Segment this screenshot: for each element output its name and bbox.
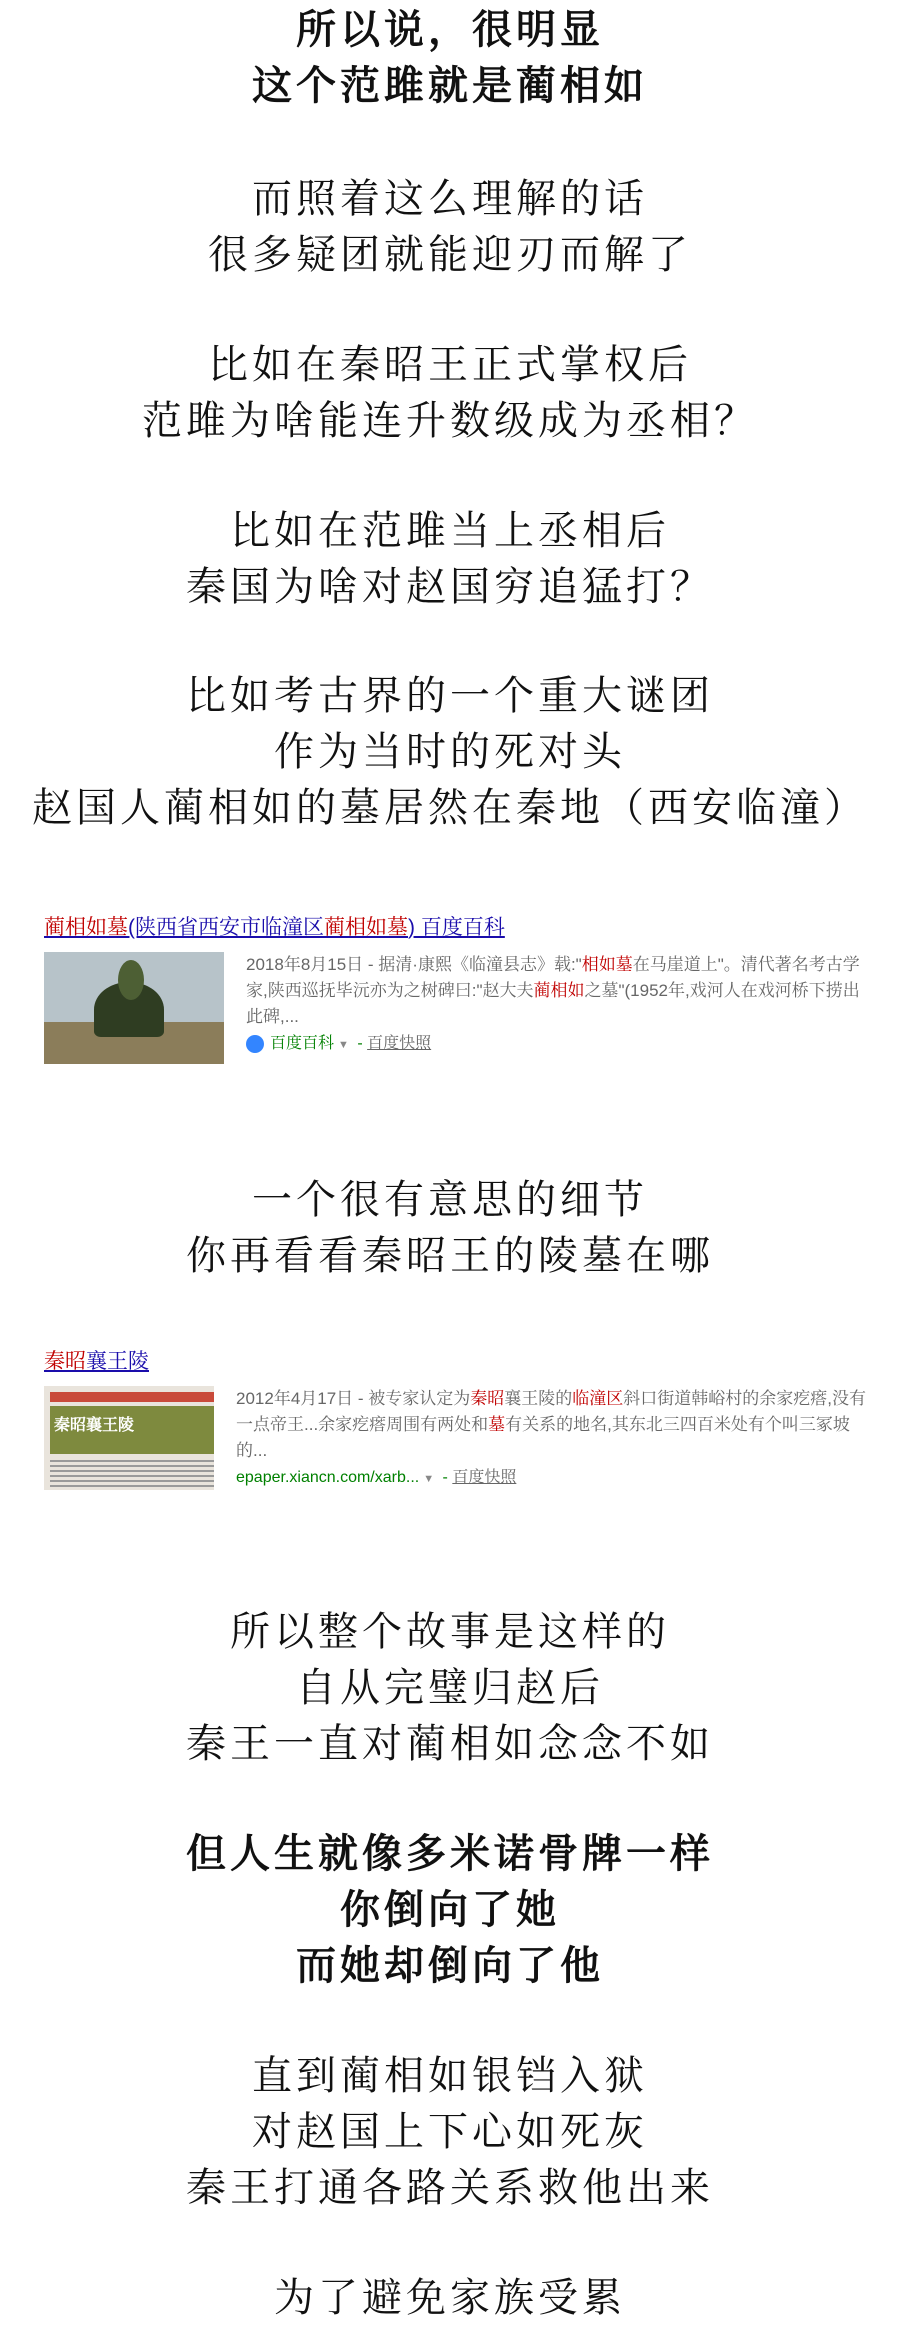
chevron-down-icon[interactable]: ▼ xyxy=(338,1039,349,1051)
text-line: 比如在秦昭王正式掌权后 xyxy=(208,342,692,388)
snippet-highlight: 临潼区 xyxy=(572,1389,624,1408)
snippet-highlight: 相如墓 xyxy=(581,955,633,974)
search-result-card-qin-king-tomb xyxy=(44,1348,874,1491)
snippet-text: 2012年4月17日 - 被专家认定为 xyxy=(236,1389,471,1408)
snapshot-link[interactable]: 百度快照 xyxy=(452,1469,517,1486)
title-text: ) 百度百科 xyxy=(408,916,505,939)
text-line: 而她却倒向了他 xyxy=(296,1942,604,1989)
text-line: 一个很有意思的细节 xyxy=(252,1177,648,1223)
text-block-8 xyxy=(0,1826,900,1994)
text-line: 直到蔺相如银铛入狱 xyxy=(252,2053,648,2099)
text-line: 对赵国上下心如死灰 xyxy=(252,2109,648,2155)
text-block-9 xyxy=(0,2048,900,2216)
title-highlight: 秦昭 xyxy=(44,1350,86,1373)
result-snippet xyxy=(236,1386,874,1464)
title-text: (陕西省西安市临潼区 xyxy=(128,916,324,939)
snippet-text: 有关系的地名,其东北三四百米处有个叫三冢坡的... xyxy=(236,1415,850,1460)
text-line: 所以整个故事是这样的 xyxy=(230,1609,670,1655)
title-text: 襄王陵 xyxy=(86,1350,149,1373)
snippet-highlight: 墓 xyxy=(488,1415,506,1434)
result-snippet xyxy=(246,952,874,1030)
text-line: 所以说，很明显 xyxy=(296,6,604,53)
text-block-10 xyxy=(0,2270,900,2326)
text-block-6 xyxy=(0,1172,900,1284)
title-highlight: 蔺相如墓 xyxy=(44,916,128,939)
text-line: 你再看看秦昭王的陵墓在哪 xyxy=(186,1233,714,1279)
text-line: 作为当时的死对头 xyxy=(274,729,626,775)
result-summary-wrap xyxy=(236,1386,874,1491)
snippet-text: 斜口街道韩峪村的余家疙瘩,没有一点帝王...余家疙瘩周围有两处和 xyxy=(236,1389,867,1434)
snippet-text: 襄王陵的 xyxy=(504,1389,573,1408)
result-summary-wrap xyxy=(246,952,874,1064)
text-block-4 xyxy=(0,503,900,615)
text-block-1 xyxy=(0,2,900,114)
text-line: 秦王一直对蔺相如念念不如 xyxy=(186,1721,714,1767)
text-line: 你倒向了她 xyxy=(340,1886,560,1933)
snippet-text: 之墓"(1952年,戏河人在戏河桥下捞出此碑,... xyxy=(246,981,860,1026)
chevron-down-icon[interactable]: ▼ xyxy=(423,1473,435,1485)
text-line: 自从完璧归赵后 xyxy=(296,1665,604,1711)
title-highlight: 蔺相如墓 xyxy=(324,916,408,939)
text-block-7 xyxy=(0,1604,900,1772)
result-body xyxy=(44,1386,874,1491)
result-source-row: epaper.xiancn.com/xarb... ▼ - 百度快照 xyxy=(236,1466,874,1491)
text-line: 秦国为啥对赵国穷追猛打？ xyxy=(186,564,714,610)
result-thumbnail[interactable] xyxy=(44,1386,214,1490)
result-title-link[interactable] xyxy=(44,1348,874,1376)
snapshot-link[interactable]: 百度快照 xyxy=(367,1035,432,1052)
text-line: 但人生就像多米诺骨牌一样 xyxy=(186,1830,714,1877)
text-line: 这个范雎就是蔺相如 xyxy=(252,62,648,109)
text-line: 赵国人蔺相如的墓居然在秦地（西安临潼） xyxy=(32,785,868,831)
text-line: 比如在范雎当上丞相后 xyxy=(230,508,670,554)
snippet-text: 在马崖道上"。清代著名考古学家,陕西巡抚毕沅亦为之树碑曰:"赵大夫 xyxy=(246,955,860,1000)
result-thumbnail[interactable] xyxy=(44,952,224,1064)
text-block-2 xyxy=(0,171,900,283)
text-block-3 xyxy=(0,337,900,449)
text-block-5 xyxy=(0,668,900,836)
text-line: 而照着这么理解的话 xyxy=(252,176,648,222)
text-line: 范雎为啥能连升数级成为丞相？ xyxy=(142,398,758,444)
result-body xyxy=(44,952,874,1064)
snippet-highlight: 秦昭 xyxy=(470,1389,505,1408)
snippet-text: 2018年8月15日 - 据清·康熙《临潼县志》载:" xyxy=(246,955,582,974)
text-line: 秦王打通各路关系救他出来 xyxy=(186,2165,714,2211)
baidu-paw-icon xyxy=(246,1035,264,1053)
result-source-row: 百度百科 ▼ - 百度快照 xyxy=(246,1032,874,1057)
source-label[interactable]: 百度百科 xyxy=(270,1035,335,1052)
text-line: 为了避免家族受累 xyxy=(274,2275,626,2321)
thumbnail-caption: 秦昭襄王陵 xyxy=(54,1415,135,1434)
result-title-link[interactable] xyxy=(44,914,874,942)
text-line: 很多疑团就能迎刃而解了 xyxy=(208,232,692,278)
text-line: 比如考古界的一个重大谜团 xyxy=(186,673,714,719)
snippet-highlight: 蔺相如 xyxy=(533,981,585,1000)
source-url[interactable]: epaper.xiancn.com/xarb... xyxy=(236,1469,420,1486)
search-result-card-xiangru-tomb xyxy=(44,914,874,1064)
